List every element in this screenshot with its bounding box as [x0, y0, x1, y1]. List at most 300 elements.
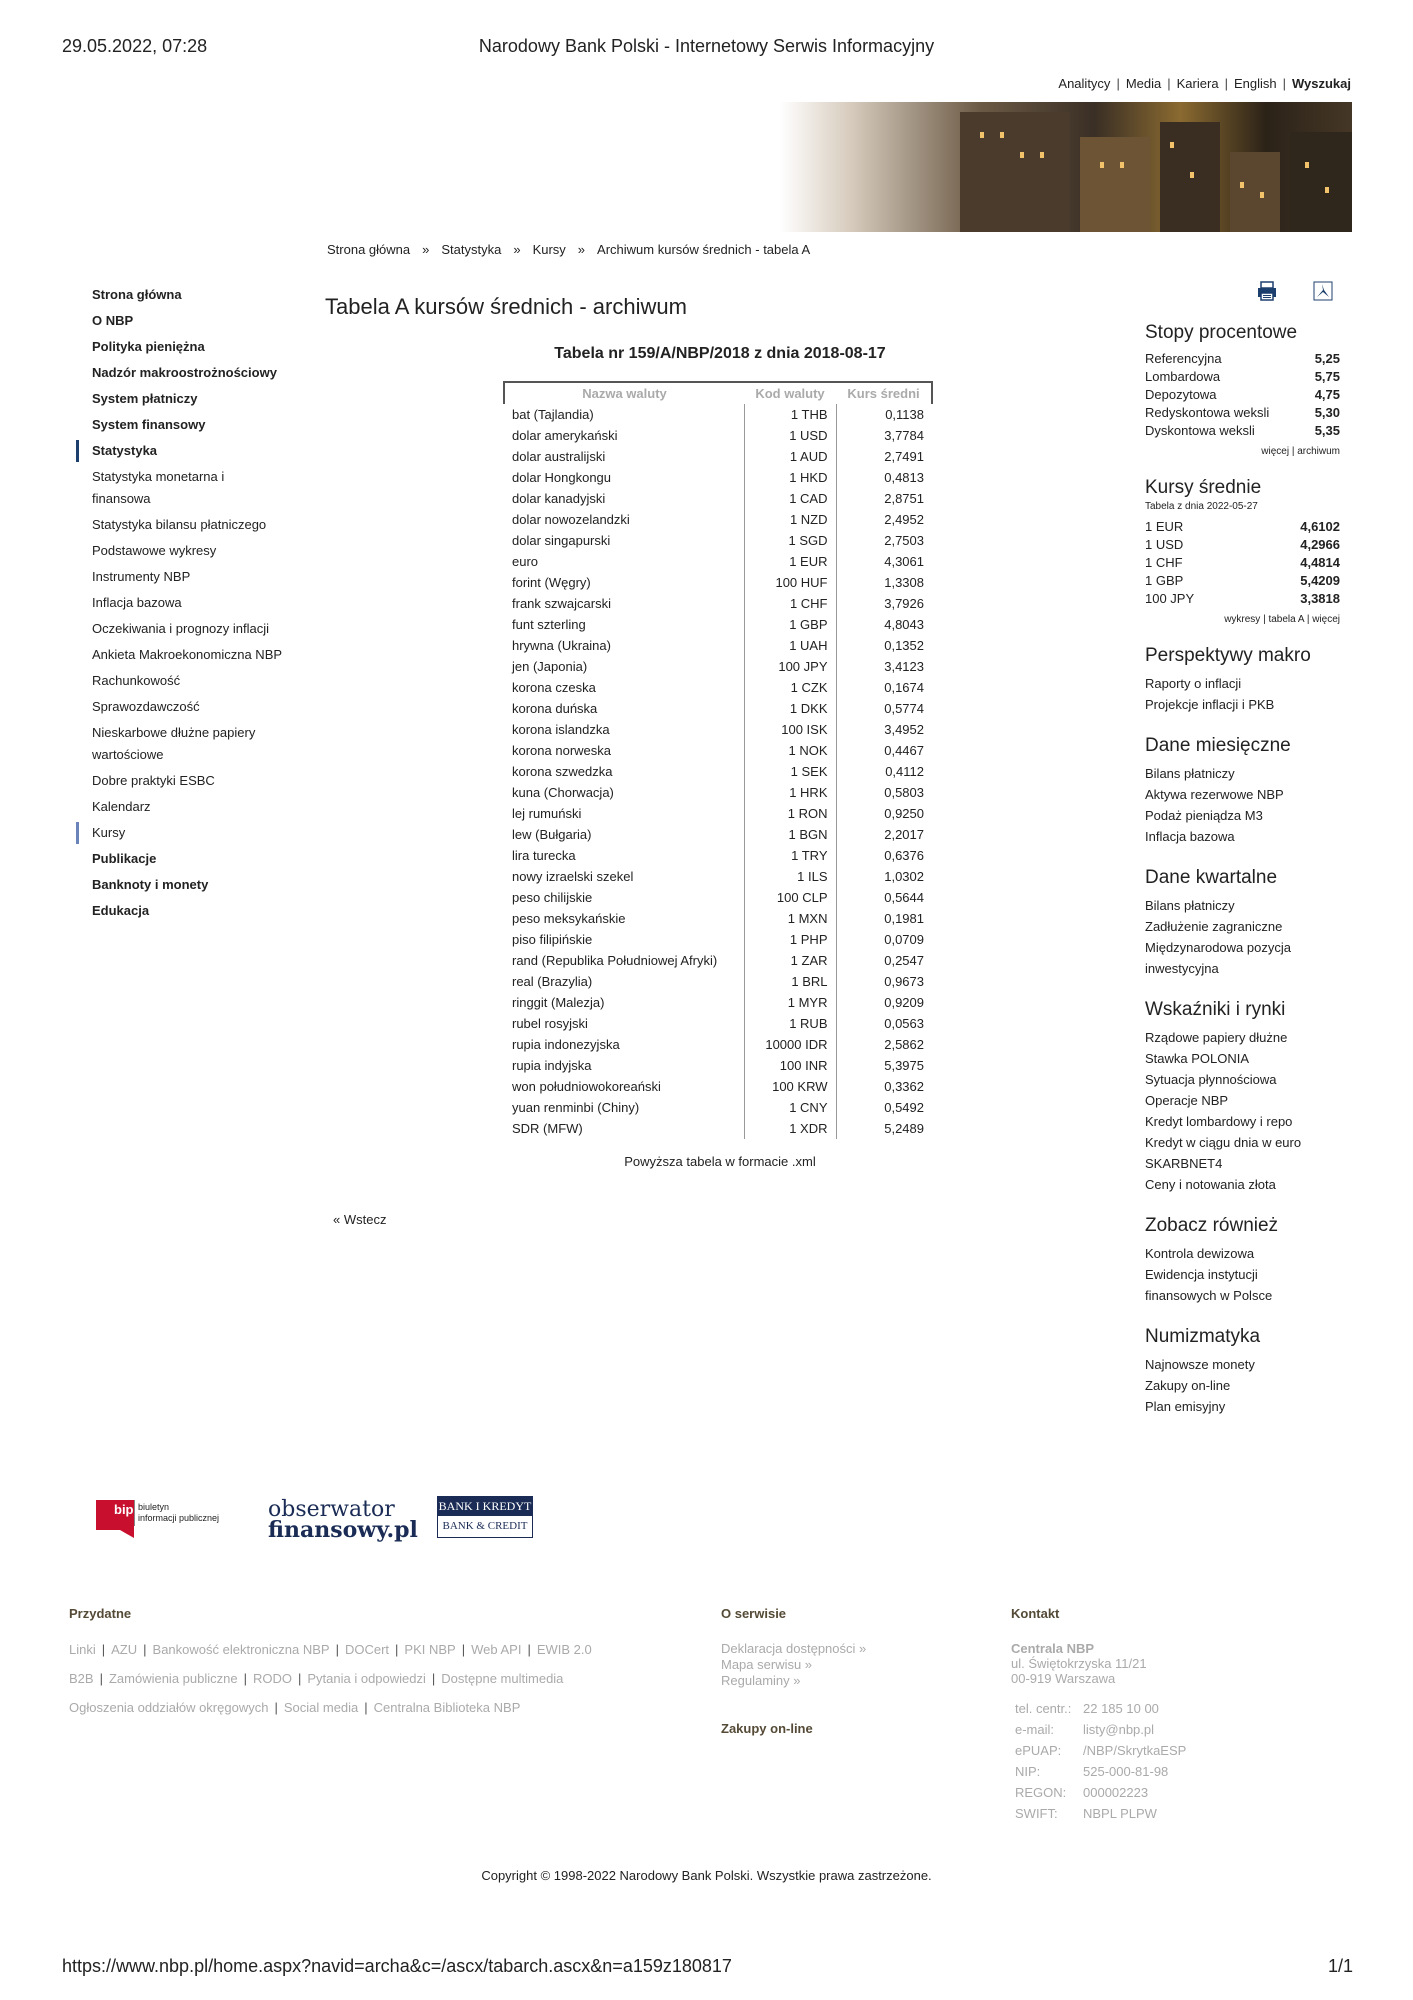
left-nav-item[interactable]: Edukacja: [92, 903, 150, 918]
average-rate-row-label: 1 USD: [1145, 537, 1184, 552]
table-row: [504, 1076, 932, 1097]
contact-value: 000002223: [1083, 1785, 1149, 1800]
average-rate-cell: 4,3061: [884, 554, 924, 569]
nav-separator: |: [1224, 76, 1228, 91]
average-rate-row-value: 5,4209: [1300, 573, 1340, 588]
nav-separator: |: [1116, 76, 1120, 91]
exchange-rates-table: [503, 381, 933, 1139]
average-rate-cell: 0,9209: [884, 995, 924, 1010]
footer-separator: |: [431, 1671, 436, 1686]
currency-code-cell: 100 ISK: [744, 719, 836, 740]
currency-code-cell: 1 BGN: [744, 824, 836, 845]
table-row: [504, 1097, 932, 1118]
currency-name-cell: dolar Hongkongu: [512, 470, 612, 485]
currency-name-cell: lew (Bułgaria): [512, 827, 592, 842]
average-rate-cell: 2,7503: [884, 533, 924, 548]
currency-code-cell: 1 CNY: [744, 1097, 836, 1118]
average-rate-row: [1145, 572, 1340, 590]
table-row: [504, 992, 932, 1013]
currency-code-cell: 1 HRK: [744, 782, 836, 803]
interest-rate-row: [1145, 404, 1340, 422]
contact-value: 22 185 10 00: [1083, 1701, 1159, 1716]
currency-name-cell: peso meksykańskie: [512, 911, 626, 926]
footer-separator: |: [461, 1642, 466, 1657]
average-rate-row-label: 100 JPY: [1145, 591, 1195, 606]
sidebar-link[interactable]: Zakupy on-line: [1145, 1378, 1231, 1393]
footer-separator: |: [527, 1642, 531, 1657]
sidebar-section-title: Dane miesięczne: [1145, 735, 1291, 756]
interest-rate-row-value: 5,35: [1314, 423, 1340, 438]
average-rate-cell: 1,0302: [884, 869, 924, 884]
average-rate-cell: 2,5862: [884, 1037, 924, 1052]
contact-name: Centrala NBP: [1011, 1641, 1095, 1656]
breadcrumb-separator: »: [513, 242, 521, 257]
currency-code-cell: 1 ZAR: [744, 950, 836, 971]
footer-link[interactable]: Centralna Biblioteka NBP: [373, 1700, 521, 1715]
currency-name-cell: rupia indonezyjska: [512, 1037, 620, 1052]
footer-link[interactable]: Dostępne multimedia: [441, 1671, 564, 1686]
footer-useful-links: [69, 1635, 592, 1722]
contact-label: NIP:: [1015, 1764, 1041, 1779]
currency-code-cell: 1 PHP: [744, 929, 836, 950]
sidebar-link[interactable]: Kontrola dewizowa: [1145, 1246, 1255, 1261]
currency-name-cell: rubel rosyjski: [512, 1016, 588, 1031]
footer-link[interactable]: Pytania i odpowiedzi: [307, 1671, 426, 1686]
average-rate-cell: 2,4952: [884, 512, 924, 527]
interest-rate-row-value: 5,75: [1314, 369, 1340, 384]
sidebar-section-title: Numizmatyka: [1145, 1326, 1261, 1347]
left-nav-item[interactable]: Banknoty i monety: [92, 877, 209, 892]
currency-code-cell: 100 CLP: [744, 887, 836, 908]
average-rate-row: [1145, 536, 1340, 554]
pdf-button[interactable]: [1312, 280, 1334, 307]
sidebar-link[interactable]: Międzynarodowa pozycja: [1145, 940, 1291, 955]
left-navigation: [76, 284, 316, 922]
top-nav-link[interactable]: Wyszukaj: [1291, 76, 1351, 91]
footer-link[interactable]: Zamówienia publiczne: [108, 1671, 238, 1686]
left-nav-item[interactable]: Nieskarbowe dłużne papiery: [92, 725, 256, 740]
footer-about-links: [721, 1641, 866, 1689]
left-nav-item[interactable]: Publikacje: [92, 851, 157, 866]
average-rate-cell: 5,2489: [884, 1121, 924, 1136]
left-nav-item[interactable]: Sprawozdawczość: [92, 699, 200, 714]
header-currency-code: Kod waluty: [744, 382, 836, 404]
currency-code-cell: 100 HUF: [744, 572, 836, 593]
sidebar-link[interactable]: Bilans płatniczy: [1145, 766, 1235, 781]
currency-name-cell: rupia indyjska: [512, 1058, 592, 1073]
contact-row: [1015, 1740, 1186, 1761]
interest-rate-row-label: Referencyjna: [1145, 351, 1222, 366]
footer-link[interactable]: EWIB 2.0: [536, 1642, 592, 1657]
top-nav-link[interactable]: Kariera: [1176, 76, 1219, 91]
sidebar-link-sections: [1145, 645, 1340, 1417]
currency-name-cell: lira turecka: [512, 848, 576, 863]
currency-code-cell: 1 RUB: [744, 1013, 836, 1034]
average-rate-row: [1145, 554, 1340, 572]
currency-name-cell: nowy izraelski szekel: [512, 869, 634, 884]
bank-i-kredyt-bottom: BANK & CREDIT: [442, 1520, 528, 1532]
currency-name-cell: dolar australijski: [512, 449, 606, 464]
average-rate-cell: 3,4123: [884, 659, 924, 674]
sidebar-link[interactable]: Aktywa rezerwowe NBP: [1145, 787, 1284, 802]
currency-code-cell: 1 CAD: [744, 488, 836, 509]
print-title: Narodowy Bank Polski - Internetowy Serwis Informacyjny: [478, 36, 935, 56]
sidebar-section: [1145, 645, 1340, 715]
sidebar-section-title: Perspektywy makro: [1145, 645, 1311, 666]
left-nav-item[interactable]: Kursy: [76, 822, 316, 844]
table-row: [504, 446, 932, 467]
interest-rate-row-value: 5,30: [1314, 405, 1340, 420]
footer-about-title: O serwisie: [721, 1606, 787, 1621]
sidebar-link[interactable]: Raporty o inflacji: [1145, 676, 1242, 691]
left-nav-item[interactable]: Nadzór makroostrożnościowy: [92, 365, 277, 380]
currency-name-cell: dolar singapurski: [512, 533, 611, 548]
sidebar-link[interactable]: Inflacja bazowa: [1145, 829, 1235, 844]
contact-row: [1015, 1698, 1186, 1719]
currency-code-cell: 1 USD: [744, 425, 836, 446]
footer-link[interactable]: Web API: [471, 1642, 522, 1657]
average-rate-cell: 0,6376: [884, 848, 924, 863]
sidebar-link[interactable]: Kredyt lombardowy i repo: [1145, 1114, 1293, 1129]
average-rate-cell: 3,7784: [884, 428, 924, 443]
sidebar-link[interactable]: Zadłużenie zagraniczne: [1145, 919, 1283, 934]
footer-link[interactable]: DOCert: [344, 1642, 390, 1657]
sidebar-link[interactable]: Podaż pieniądza M3: [1145, 808, 1263, 823]
currency-name-cell: kuna (Chorwacja): [512, 785, 614, 800]
footer-about: [721, 1606, 866, 1736]
breadcrumb-item[interactable]: Statystyka: [441, 242, 502, 257]
interest-rate-row: [1145, 368, 1340, 386]
left-nav-item[interactable]: Statystyka monetarna i: [92, 469, 225, 484]
currency-name-cell: real (Brazylia): [512, 974, 593, 989]
average-rate-row: [1145, 590, 1340, 608]
average-rate-cell: 0,3362: [884, 1079, 924, 1094]
breadcrumb: [327, 242, 810, 257]
currency-name-cell: rand (Republika Południowej Afryki): [512, 953, 718, 968]
interest-rate-row-label: Depozytowa: [1145, 387, 1217, 402]
bank-i-kredyt-logo[interactable]: [437, 1496, 533, 1538]
table-row: [504, 572, 932, 593]
bip-logo-subtext: biuletyn informacji publicznej: [138, 1502, 220, 1523]
footer-shop-link[interactable]: Zakupy on-line: [721, 1721, 813, 1736]
average-rates-date: Tabela z dnia 2022-05-27: [1145, 501, 1258, 512]
table-row: [504, 425, 932, 446]
currency-name-cell: dolar nowozelandzki: [512, 512, 630, 527]
average-rate-cell: 0,0709: [884, 932, 924, 947]
table-row: [504, 824, 932, 845]
left-nav-item[interactable]: Polityka pieniężna: [92, 339, 205, 354]
table-row: [504, 467, 932, 488]
print-button[interactable]: [1256, 280, 1278, 307]
table-row: [504, 740, 932, 761]
sidebar-link[interactable]: inwestycyjna: [1145, 961, 1219, 976]
footer-link[interactable]: Ogłoszenia oddziałów okręgowych: [69, 1700, 269, 1715]
sidebar-link[interactable]: Operacje NBP: [1145, 1093, 1229, 1108]
table-row: [504, 866, 932, 887]
table-row: [504, 488, 932, 509]
average-rate-cell: 0,4467: [884, 743, 924, 758]
table-row: [504, 782, 932, 803]
sidebar-link[interactable]: Plan emisyjny: [1145, 1399, 1226, 1414]
nav-separator: |: [1282, 76, 1286, 91]
average-rate-cell: 0,0563: [884, 1016, 924, 1031]
bank-i-kredyt-top: BANK I KREDYT: [438, 1497, 532, 1516]
interest-rate-row-value: 4,75: [1314, 387, 1340, 402]
currency-name-cell: korona duńska: [512, 701, 598, 716]
sidebar-section-title: Zobacz również: [1145, 1215, 1279, 1236]
currency-code-cell: 1 UAH: [744, 635, 836, 656]
footer-link[interactable]: AZU: [111, 1642, 138, 1657]
currency-code-cell: 100 JPY: [744, 656, 836, 677]
interest-rate-row: [1145, 422, 1340, 440]
footer-about-link[interactable]: Mapa serwisu »: [721, 1657, 813, 1672]
currency-name-cell: lej rumuński: [512, 806, 582, 821]
currency-code-cell: 1 HKD: [744, 467, 836, 488]
average-rates-section: [1145, 477, 1340, 625]
currency-code-cell: 100 KRW: [744, 1076, 836, 1097]
sidebar-link[interactable]: Sytuacja płynnościowa: [1145, 1072, 1277, 1087]
footer-separator: |: [143, 1642, 147, 1657]
left-nav-item[interactable]: Ankieta Makroekonomiczna NBP: [92, 647, 283, 662]
sidebar-link[interactable]: Ewidencja instytucji: [1145, 1267, 1258, 1282]
top-nav-link[interactable]: Analitycy: [1058, 76, 1111, 91]
table-row: [504, 1118, 932, 1139]
contact-value: /NBP/SkrytkaESP: [1083, 1743, 1187, 1758]
currency-name-cell: funt szterling: [512, 617, 586, 632]
left-nav-item[interactable]: wartościowe: [92, 747, 164, 762]
left-nav-item[interactable]: Inflacja bazowa: [92, 595, 182, 610]
table-row: [504, 1013, 932, 1034]
table-row: [504, 593, 932, 614]
footer-contact-title: Kontakt: [1011, 1606, 1060, 1621]
currency-code-cell: 1 ILS: [744, 866, 836, 887]
average-rate-row-value: 4,2966: [1300, 537, 1340, 552]
currency-name-cell: bat (Tajlandia): [512, 407, 594, 422]
footer-separator: |: [243, 1671, 247, 1686]
footer-link[interactable]: PKI NBP: [404, 1642, 456, 1657]
currency-code-cell: 1 GBP: [744, 614, 836, 635]
contact-details: [1015, 1698, 1186, 1824]
left-nav-item[interactable]: System płatniczy: [92, 391, 198, 406]
top-nav: [1058, 76, 1351, 91]
average-rate-cell: 0,5803: [884, 785, 924, 800]
footer-separator: |: [297, 1671, 302, 1686]
obserwator-line2: finansowy.pl: [268, 1517, 418, 1543]
interest-rate-row-label: Redyskontowa weksli: [1145, 405, 1270, 420]
table-row: [504, 950, 932, 971]
table-row: [504, 404, 932, 425]
average-rate-cell: 2,8751: [884, 491, 924, 506]
sidebar-section: [1145, 735, 1340, 847]
nav-separator: |: [1167, 76, 1171, 91]
table-row: [504, 887, 932, 908]
currency-name-cell: forint (Węgry): [512, 575, 591, 590]
currency-name-cell: won południowokoreański: [512, 1079, 661, 1094]
currency-code-cell: 1 AUD: [744, 446, 836, 467]
interest-rate-row: [1145, 386, 1340, 404]
average-rate-cell: 0,1981: [884, 911, 924, 926]
footer-about-link[interactable]: Regulaminy »: [721, 1673, 801, 1688]
contact-address-line1: ul. Świętokrzyska 11/21: [1011, 1656, 1147, 1671]
print-date: 29.05.2022, 07:28: [62, 36, 208, 56]
table-row: [504, 656, 932, 677]
footer-link[interactable]: B2B: [69, 1671, 94, 1686]
average-rates-list: [1145, 518, 1340, 608]
footer-separator: |: [99, 1671, 103, 1686]
sidebar-link[interactable]: Projekcje inflacji i PKB: [1145, 697, 1275, 712]
footer-separator: |: [101, 1642, 106, 1657]
average-rate-cell: 1,3308: [884, 575, 924, 590]
left-nav-item[interactable]: Statystyka bilansu płatniczego: [92, 517, 267, 532]
back-link[interactable]: « Wstecz: [333, 1212, 387, 1227]
currency-code-cell: 1 CZK: [744, 677, 836, 698]
interest-rate-row: [1145, 350, 1340, 368]
currency-name-cell: dolar amerykański: [512, 428, 618, 443]
currency-name-cell: frank szwajcarski: [512, 596, 611, 611]
left-nav-item[interactable]: Podstawowe wykresy: [92, 543, 217, 558]
average-rate-row-label: 1 GBP: [1145, 573, 1184, 588]
average-rate-row-value: 4,4814: [1300, 555, 1340, 570]
footer-useful-title: Przydatne: [69, 1606, 132, 1621]
footer-useful: [69, 1606, 592, 1722]
sidebar-link[interactable]: Bilans płatniczy: [1145, 898, 1235, 913]
left-nav-item[interactable]: Oczekiwania i prognozy inflacji: [92, 621, 270, 636]
footer-separator: |: [364, 1700, 368, 1715]
interest-rates-section: [1145, 322, 1340, 457]
currency-code-cell: 1 DKK: [744, 698, 836, 719]
sidebar-link[interactable]: finansowych w Polsce: [1145, 1288, 1273, 1303]
left-nav-item[interactable]: System finansowy: [92, 417, 206, 432]
left-nav-item[interactable]: Dobre praktyki ESBC: [92, 773, 215, 788]
header-currency-name: Nazwa waluty: [504, 382, 744, 404]
sidebar-section: [1145, 1326, 1340, 1417]
average-rate-cell: 0,4813: [884, 470, 924, 485]
contact-address-line2: 00-919 Warszawa: [1011, 1671, 1116, 1686]
currency-code-cell: 1 EUR: [744, 551, 836, 572]
left-nav-item[interactable]: Strona główna: [92, 287, 182, 302]
average-rate-cell: 3,7926: [884, 596, 924, 611]
average-rate-cell: 0,5774: [884, 701, 924, 716]
table-row: [504, 845, 932, 866]
footer-separator: |: [395, 1642, 399, 1657]
sidebar-section: [1145, 999, 1340, 1195]
left-nav-item[interactable]: O NBP: [92, 313, 134, 328]
bip-logo[interactable]: [96, 1496, 228, 1544]
table-row: [504, 614, 932, 635]
table-row: [504, 530, 932, 551]
footer-contact: [1011, 1606, 1186, 1824]
banner-image: [780, 102, 1352, 232]
average-rate-cell: 4,8043: [884, 617, 924, 632]
contact-label: ePUAP:: [1015, 1743, 1062, 1758]
top-nav-link[interactable]: Media: [1125, 76, 1162, 91]
average-rate-row-label: 1 CHF: [1145, 555, 1183, 570]
average-rate-cell: 3,4952: [884, 722, 924, 737]
interest-rates-list: [1145, 350, 1340, 440]
currency-name-cell: euro: [512, 554, 539, 569]
xml-format-link[interactable]: Powyższa tabela w formacie .xml: [624, 1154, 816, 1169]
top-nav-link[interactable]: English: [1233, 76, 1277, 91]
right-sidebar: [1145, 322, 1340, 1437]
contact-value[interactable]: listy@nbp.pl: [1083, 1722, 1155, 1737]
currency-name-cell: piso filipińskie: [512, 932, 593, 947]
sidebar-link[interactable]: Najnowsze monety: [1145, 1357, 1255, 1372]
interest-rates-title: Stopy procentowe: [1145, 322, 1298, 343]
currency-code-cell: 10000 IDR: [744, 1034, 836, 1055]
contact-row: [1015, 1719, 1186, 1740]
table-row: [504, 509, 932, 530]
footer-link[interactable]: Social media: [283, 1700, 359, 1715]
sidebar-link[interactable]: SKARBNET4: [1145, 1156, 1223, 1171]
currency-code-cell: 1 BRL: [744, 971, 836, 992]
table-row: [504, 803, 932, 824]
breadcrumb-item: Archiwum kursów średnich - tabela A: [597, 242, 811, 257]
currency-code-cell: 1 XDR: [744, 1118, 836, 1139]
average-rates-title: Kursy średnie: [1145, 477, 1262, 498]
interest-rates-more-link[interactable]: więcej | archiwum: [1261, 446, 1340, 457]
breadcrumb-item[interactable]: Kursy: [532, 242, 566, 257]
average-rate-cell: 2,2017: [884, 827, 924, 842]
contact-value: NBPL PLPW: [1083, 1806, 1157, 1821]
printer-icon: [1256, 280, 1278, 302]
average-rate-row: [1145, 518, 1340, 536]
footer-link[interactable]: RODO: [252, 1671, 292, 1686]
currency-code-cell: 1 THB: [744, 404, 836, 425]
currency-name-cell: korona szwedzka: [512, 764, 613, 779]
currency-name-cell: peso chilijskie: [512, 890, 593, 905]
footer-separator: |: [335, 1642, 339, 1657]
obserwator-finansowy-logo[interactable]: [268, 1497, 418, 1543]
sidebar-link[interactable]: Ceny i notowania złota: [1145, 1177, 1276, 1192]
sidebar-section-title: Dane kwartalne: [1145, 867, 1278, 888]
footer-about-link[interactable]: Deklaracja dostępności »: [721, 1641, 867, 1656]
sidebar-section: [1145, 867, 1340, 979]
average-rate-row-label: 1 EUR: [1145, 519, 1184, 534]
breadcrumb-item[interactable]: Strona główna: [327, 242, 411, 257]
currency-name-cell: korona czeska: [512, 680, 596, 695]
page-title: Tabela A kursów średnich - archiwum: [325, 294, 687, 319]
table-header-row: [504, 382, 932, 404]
left-nav-item[interactable]: Instrumenty NBP: [92, 569, 191, 584]
average-rate-cell: 0,4112: [885, 764, 924, 779]
footer-links-line: [69, 1664, 592, 1693]
table-row: [504, 1034, 932, 1055]
bip-logo-text: bip: [114, 1502, 134, 1517]
average-rate-cell: 5,3975: [884, 1058, 924, 1073]
footer-link[interactable]: Bankowość elektroniczna NBP: [152, 1642, 330, 1657]
footer-links-line: [69, 1693, 592, 1722]
sidebar-link[interactable]: Kredyt w ciągu dnia w euro: [1145, 1135, 1302, 1150]
left-nav-item[interactable]: Kalendarz: [92, 799, 151, 814]
table-row: [504, 677, 932, 698]
currency-name-cell: korona norweska: [512, 743, 611, 758]
contact-label: tel. centr.:: [1015, 1701, 1072, 1716]
contact-row: [1015, 1782, 1186, 1803]
table-row: [504, 719, 932, 740]
left-nav-item[interactable]: finansowa: [92, 491, 151, 506]
average-rates-more-link[interactable]: wykresy | tabela A | więcej: [1224, 614, 1340, 625]
contact-value: 525-000-81-98: [1083, 1764, 1169, 1779]
currency-name-cell: ringgit (Malezja): [512, 995, 605, 1010]
sidebar-link[interactable]: Stawka POLONIA: [1145, 1051, 1250, 1066]
currency-code-cell: 1 NZD: [744, 509, 836, 530]
currency-code-cell: 1 SEK: [744, 761, 836, 782]
left-nav-item[interactable]: Statystyka: [76, 440, 316, 462]
footer-link[interactable]: Linki: [69, 1642, 96, 1657]
sidebar-link[interactable]: Rządowe papiery dłużne: [1145, 1030, 1288, 1045]
left-nav-item[interactable]: Rachunkowość: [92, 673, 181, 688]
average-rate-cell: 0,5644: [884, 890, 924, 905]
